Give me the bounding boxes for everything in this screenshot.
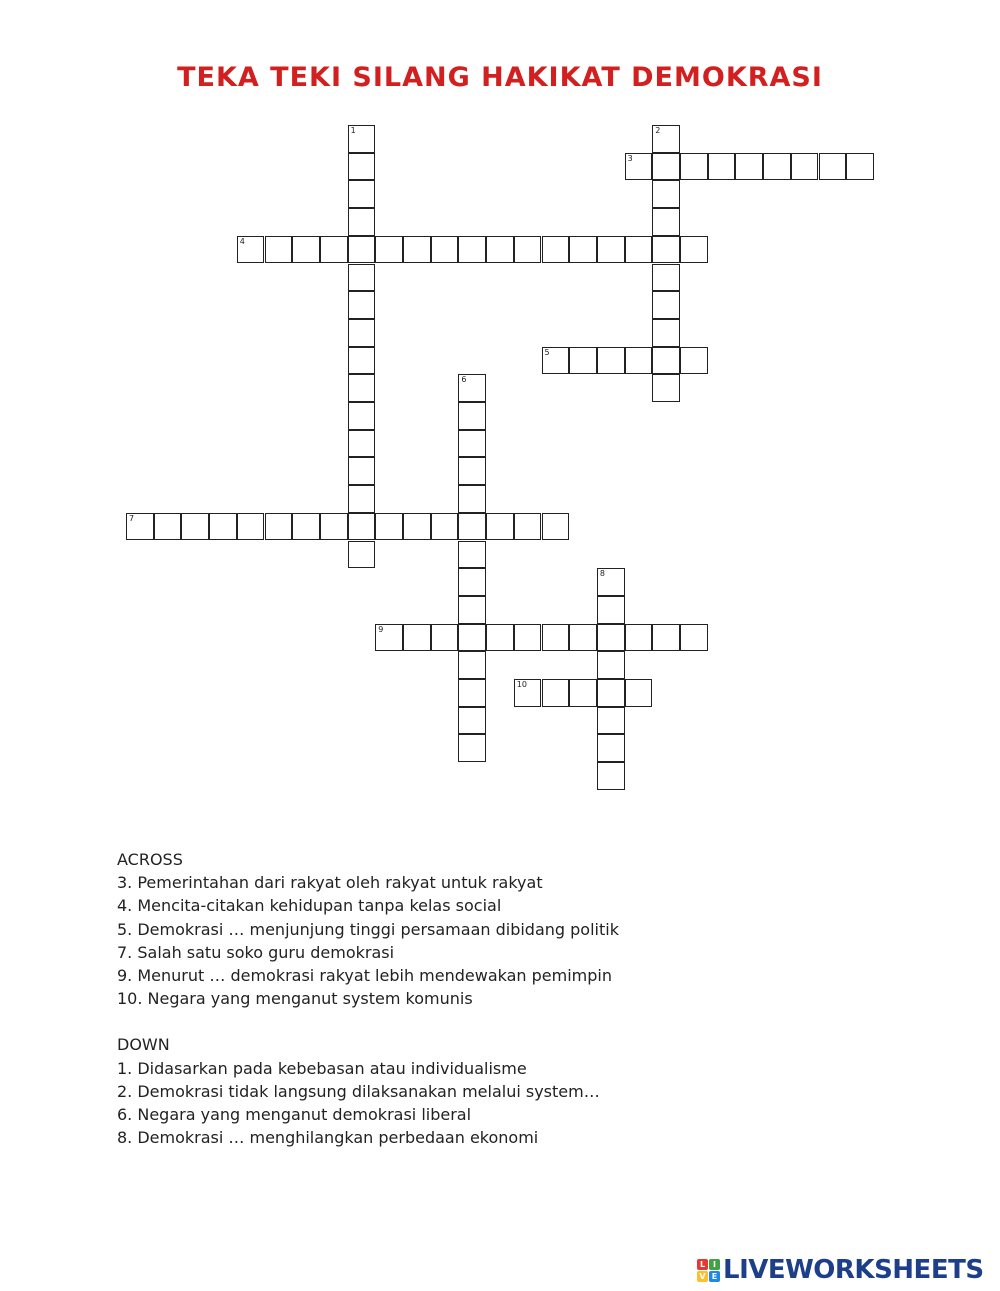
- crossword-cell[interactable]: [597, 679, 625, 707]
- crossword-cell-input[interactable]: [349, 348, 375, 374]
- crossword-cell[interactable]: [348, 125, 376, 153]
- crossword-cell-input[interactable]: [349, 458, 375, 484]
- crossword-cell-input[interactable]: [349, 154, 375, 180]
- crossword-cell[interactable]: [375, 624, 403, 652]
- crossword-cell-input[interactable]: [459, 237, 485, 263]
- crossword-cell-input[interactable]: [349, 431, 375, 457]
- crossword-cell-input[interactable]: [459, 514, 485, 540]
- crossword-cell[interactable]: [652, 208, 680, 236]
- crossword-cell-input[interactable]: [459, 708, 485, 734]
- crossword-cell-input[interactable]: [847, 154, 873, 180]
- crossword-cell[interactable]: [403, 236, 431, 264]
- clue-number: 9: [378, 624, 384, 634]
- crossword-cell-input[interactable]: [459, 597, 485, 623]
- crossword-cell[interactable]: [652, 264, 680, 292]
- crossword-cell-input[interactable]: [653, 209, 679, 235]
- crossword-cell[interactable]: [597, 236, 625, 264]
- liveworksheets-logo: [697, 1254, 984, 1286]
- crossword-cell[interactable]: [652, 180, 680, 208]
- crossword-cell[interactable]: [652, 153, 680, 181]
- crossword-cell-input[interactable]: [459, 680, 485, 706]
- crossword-cell-input[interactable]: [598, 348, 624, 374]
- down-clue: 2. Demokrasi tidak langsung dilaksanakan melalui system…: [117, 1081, 600, 1101]
- clue-number: 8: [599, 569, 605, 579]
- crossword-cell[interactable]: [348, 153, 376, 181]
- crossword-cell[interactable]: [348, 319, 376, 347]
- crossword-cell-input[interactable]: [210, 514, 236, 540]
- across-clue: 10. Negara yang menganut system komunis: [117, 989, 473, 1009]
- crossword-cell-input[interactable]: [349, 181, 375, 207]
- crossword-cell-input[interactable]: [459, 458, 485, 484]
- crossword-cell[interactable]: [265, 513, 293, 541]
- crossword-cell-input[interactable]: [570, 680, 596, 706]
- crossword-cell[interactable]: [569, 347, 597, 375]
- crossword-cell[interactable]: [625, 236, 653, 264]
- crossword-cell[interactable]: [237, 236, 265, 264]
- crossword-cell-input[interactable]: [321, 514, 347, 540]
- clue-number: 7: [129, 513, 135, 523]
- crossword-cell-input[interactable]: [543, 514, 569, 540]
- crossword-cell-input[interactable]: [459, 569, 485, 595]
- crossword-cell[interactable]: [680, 624, 708, 652]
- clue-number: 10: [516, 680, 527, 689]
- clue-number: 2: [655, 126, 661, 135]
- crossword-cell-input[interactable]: [570, 625, 596, 651]
- crossword-cell[interactable]: [735, 153, 763, 181]
- crossword-cell[interactable]: [458, 707, 486, 735]
- crossword-cell[interactable]: [625, 624, 653, 652]
- crossword-cell-input[interactable]: [376, 237, 402, 263]
- crossword-cell[interactable]: [652, 236, 680, 264]
- clues-section: [117, 848, 917, 1149]
- crossword-cell[interactable]: [348, 347, 376, 375]
- crossword-cell[interactable]: [431, 513, 459, 541]
- crossword-cell[interactable]: [458, 651, 486, 679]
- crossword-cell[interactable]: [458, 402, 486, 430]
- down-clue: 6. Negara yang menganut demokrasi liberal: [117, 1105, 472, 1125]
- crossword-cell[interactable]: [458, 596, 486, 624]
- crossword-cell[interactable]: [181, 513, 209, 541]
- crossword-cell[interactable]: [625, 347, 653, 375]
- crossword-cell[interactable]: [597, 624, 625, 652]
- crossword-cell[interactable]: [348, 402, 376, 430]
- liveworksheets-logo-icon: [697, 1259, 720, 1282]
- crossword-cell[interactable]: [680, 153, 708, 181]
- crossword-cell-input[interactable]: [653, 348, 679, 374]
- across-clue: 5. Demokrasi … menjunjung tinggi persamaan dibidang politik: [117, 919, 619, 939]
- crossword-cell[interactable]: [320, 513, 348, 541]
- crossword-cell[interactable]: [542, 236, 570, 264]
- crossword-cell[interactable]: [348, 180, 376, 208]
- crossword-cell-input[interactable]: [432, 237, 458, 263]
- crossword-cell-input[interactable]: [681, 625, 707, 651]
- crossword-cell[interactable]: [514, 513, 542, 541]
- crossword-cell[interactable]: [458, 430, 486, 458]
- crossword-cell-input[interactable]: [349, 126, 375, 152]
- crossword-cell[interactable]: [458, 457, 486, 485]
- clue-number: 5: [544, 347, 550, 357]
- crossword-cell-input[interactable]: [349, 375, 375, 401]
- crossword-cell[interactable]: [597, 347, 625, 375]
- crossword-cell[interactable]: [375, 236, 403, 264]
- crossword-cell[interactable]: [320, 236, 348, 264]
- crossword-cell-input[interactable]: [459, 486, 485, 512]
- crossword-cell-input[interactable]: [653, 237, 679, 263]
- crossword-cell-input[interactable]: [598, 708, 624, 734]
- crossword-cell-input[interactable]: [543, 625, 569, 651]
- crossword-cell-input[interactable]: [515, 237, 541, 263]
- crossword-cell[interactable]: [348, 541, 376, 569]
- crossword-cell-input[interactable]: [404, 514, 430, 540]
- crossword-cell-input[interactable]: [626, 154, 652, 180]
- crossword-cell[interactable]: [348, 513, 376, 541]
- crossword-cell[interactable]: [791, 153, 819, 181]
- crossword-cell-input[interactable]: [266, 514, 292, 540]
- crossword-cell[interactable]: [292, 236, 320, 264]
- crossword-cell[interactable]: [569, 679, 597, 707]
- crossword-cell-input[interactable]: [127, 514, 153, 540]
- crossword-cell[interactable]: [458, 236, 486, 264]
- crossword-cell-input[interactable]: [404, 625, 430, 651]
- crossword-cell[interactable]: [569, 236, 597, 264]
- crossword-cell-input[interactable]: [681, 154, 707, 180]
- crossword-cell-input[interactable]: [459, 431, 485, 457]
- crossword-cell-input[interactable]: [598, 237, 624, 263]
- crossword-cell-input[interactable]: [349, 542, 375, 568]
- crossword-cell-input[interactable]: [238, 514, 264, 540]
- crossword-cell[interactable]: [348, 430, 376, 458]
- crossword-cell-input[interactable]: [321, 237, 347, 263]
- crossword-cell[interactable]: [597, 762, 625, 790]
- page-title: TEKA TEKI SILANG HAKIKAT DEMOKRASI: [177, 62, 823, 93]
- crossword-cell-input[interactable]: [376, 625, 402, 651]
- crossword-cell[interactable]: [597, 568, 625, 596]
- crossword-cell-input[interactable]: [653, 320, 679, 346]
- crossword-cell[interactable]: [458, 513, 486, 541]
- crossword-cell-input[interactable]: [349, 514, 375, 540]
- crossword-cell[interactable]: [542, 624, 570, 652]
- crossword-cell[interactable]: [348, 457, 376, 485]
- crossword-cell-input[interactable]: [515, 625, 541, 651]
- crossword-cell[interactable]: [486, 513, 514, 541]
- crossword-cell[interactable]: [431, 624, 459, 652]
- crossword-cell[interactable]: [652, 125, 680, 153]
- crossword-cell[interactable]: [458, 734, 486, 762]
- crossword-cell[interactable]: [763, 153, 791, 181]
- crossword-cell[interactable]: [625, 153, 653, 181]
- crossword-cell-input[interactable]: [543, 348, 569, 374]
- crossword-cell[interactable]: [348, 236, 376, 264]
- logo-letter-tile: L: [697, 1259, 708, 1270]
- crossword-cell[interactable]: [542, 679, 570, 707]
- across-clue: 3. Pemerintahan dari rakyat oleh rakyat untuk rakyat: [117, 873, 543, 893]
- crossword-cell[interactable]: [348, 208, 376, 236]
- crossword-cell-input[interactable]: [349, 292, 375, 318]
- crossword-cell-input[interactable]: [515, 680, 541, 706]
- crossword-cell[interactable]: [458, 374, 486, 402]
- crossword-cell-input[interactable]: [238, 237, 264, 263]
- crossword-cell-input[interactable]: [376, 514, 402, 540]
- logo-letter-tile: I: [709, 1259, 720, 1270]
- crossword-cell-input[interactable]: [792, 154, 818, 180]
- crossword-cell[interactable]: [597, 734, 625, 762]
- crossword-cell-input[interactable]: [598, 763, 624, 789]
- crossword-cell-input[interactable]: [293, 514, 319, 540]
- crossword-cell-input[interactable]: [598, 597, 624, 623]
- crossword-cell-input[interactable]: [543, 680, 569, 706]
- crossword-cell-input[interactable]: [293, 237, 319, 263]
- crossword-cell-input[interactable]: [432, 514, 458, 540]
- crossword-cell-input[interactable]: [820, 154, 846, 180]
- crossword-cell-input[interactable]: [598, 569, 624, 595]
- crossword-cell-input[interactable]: [459, 625, 485, 651]
- crossword-cell[interactable]: [348, 291, 376, 319]
- crossword-cell[interactable]: [680, 236, 708, 264]
- logo-text: LIVEWORKSHEETS: [723, 1255, 984, 1285]
- crossword-cell-input[interactable]: [266, 237, 292, 263]
- across-clue: 4. Mencita-citakan kehidupan tanpa kelas social: [117, 896, 502, 916]
- clue-number: 4: [239, 236, 245, 246]
- crossword-cell[interactable]: [209, 513, 237, 541]
- crossword-cell-input[interactable]: [487, 625, 513, 651]
- crossword-cell[interactable]: [652, 347, 680, 375]
- crossword-cell[interactable]: [514, 236, 542, 264]
- crossword-cell-input[interactable]: [653, 154, 679, 180]
- crossword-cell[interactable]: [597, 651, 625, 679]
- crossword-cell-input[interactable]: [598, 735, 624, 761]
- crossword-cell-input[interactable]: [487, 237, 513, 263]
- clue-number: 3: [627, 153, 633, 163]
- crossword-cell[interactable]: [569, 624, 597, 652]
- down-clue: 1. Didasarkan pada kebebasan atau individualisme: [117, 1058, 527, 1078]
- crossword-cell-input[interactable]: [459, 652, 485, 678]
- crossword-cell-input[interactable]: [349, 209, 375, 235]
- crossword-cell-input[interactable]: [653, 126, 679, 152]
- crossword-cell-input[interactable]: [570, 348, 596, 374]
- crossword-cell[interactable]: [819, 153, 847, 181]
- crossword-cell[interactable]: [680, 347, 708, 375]
- down-heading: DOWN: [117, 1035, 170, 1055]
- crossword-cell-input[interactable]: [515, 514, 541, 540]
- crossword-cell[interactable]: [348, 264, 376, 292]
- crossword-cell-input[interactable]: [459, 735, 485, 761]
- crossword-cell[interactable]: [375, 513, 403, 541]
- crossword-cell[interactable]: [154, 513, 182, 541]
- crossword-cell[interactable]: [458, 541, 486, 569]
- crossword-cell[interactable]: [431, 236, 459, 264]
- crossword-cell-input[interactable]: [598, 652, 624, 678]
- crossword-cell[interactable]: [126, 513, 154, 541]
- crossword-cell-input[interactable]: [626, 625, 652, 651]
- down-clue: 8. Demokrasi … menghilangkan perbedaan ekonomi: [117, 1128, 539, 1148]
- crossword-cell-input[interactable]: [432, 625, 458, 651]
- crossword-cell-input[interactable]: [598, 625, 624, 651]
- crossword-cell-input[interactable]: [653, 181, 679, 207]
- crossword-cell[interactable]: [458, 624, 486, 652]
- crossword-cell-input[interactable]: [182, 514, 208, 540]
- crossword-cell[interactable]: [292, 513, 320, 541]
- crossword-cell-input[interactable]: [736, 154, 762, 180]
- crossword-cell-input[interactable]: [570, 237, 596, 263]
- crossword-cell[interactable]: [652, 624, 680, 652]
- crossword-cell-input[interactable]: [626, 237, 652, 263]
- crossword-cell-input[interactable]: [626, 348, 652, 374]
- crossword-cell-input[interactable]: [459, 542, 485, 568]
- crossword-cell[interactable]: [597, 707, 625, 735]
- crossword-cell-input[interactable]: [155, 514, 181, 540]
- clue-number: 6: [461, 375, 467, 385]
- crossword-cell-input[interactable]: [349, 320, 375, 346]
- crossword-cell-input[interactable]: [459, 403, 485, 429]
- crossword-cell-input[interactable]: [653, 375, 679, 401]
- crossword-cell[interactable]: [597, 596, 625, 624]
- crossword-cell[interactable]: [237, 513, 265, 541]
- crossword-cell[interactable]: [486, 624, 514, 652]
- logo-letter-tile: E: [709, 1271, 720, 1282]
- crossword-cell-input[interactable]: [681, 237, 707, 263]
- crossword-cell-input[interactable]: [764, 154, 790, 180]
- crossword-cell[interactable]: [458, 485, 486, 513]
- crossword-cell[interactable]: [265, 236, 293, 264]
- across-clue: 7. Salah satu soko guru demokrasi: [117, 942, 395, 962]
- crossword-cell[interactable]: [652, 374, 680, 402]
- crossword-cell[interactable]: [403, 624, 431, 652]
- logo-letter-tile: V: [697, 1271, 708, 1282]
- crossword-cell-input[interactable]: [349, 237, 375, 263]
- crossword-cell-input[interactable]: [681, 348, 707, 374]
- crossword-cell-input[interactable]: [709, 154, 735, 180]
- crossword-cell[interactable]: [708, 153, 736, 181]
- crossword-cell[interactable]: [403, 513, 431, 541]
- crossword-cell-input[interactable]: [626, 680, 652, 706]
- crossword-cell[interactable]: [348, 485, 376, 513]
- crossword-cell[interactable]: [652, 319, 680, 347]
- crossword-cell-input[interactable]: [404, 237, 430, 263]
- crossword-cell[interactable]: [514, 624, 542, 652]
- crossword-cell-input[interactable]: [349, 403, 375, 429]
- crossword-cell-input[interactable]: [349, 265, 375, 291]
- crossword-cell-input[interactable]: [653, 625, 679, 651]
- crossword-cell[interactable]: [458, 679, 486, 707]
- crossword-cell-input[interactable]: [459, 375, 485, 401]
- crossword-cell[interactable]: [458, 568, 486, 596]
- crossword-cell[interactable]: [348, 374, 376, 402]
- crossword-cell[interactable]: [625, 679, 653, 707]
- crossword-cell[interactable]: [652, 291, 680, 319]
- across-heading: ACROSS: [117, 850, 183, 869]
- crossword-cell-input[interactable]: [653, 292, 679, 318]
- clue-number: 1: [350, 126, 356, 135]
- crossword-cell[interactable]: [846, 153, 874, 181]
- crossword-cell[interactable]: [514, 679, 542, 707]
- crossword-cell-input[interactable]: [598, 680, 624, 706]
- crossword-cell-input[interactable]: [653, 265, 679, 291]
- crossword-cell-input[interactable]: [349, 486, 375, 512]
- crossword-cell-input[interactable]: [487, 514, 513, 540]
- across-clue: 9. Menurut … demokrasi rakyat lebih mendewakan pemimpin: [117, 966, 612, 986]
- crossword-cell[interactable]: [542, 347, 570, 375]
- crossword-cell[interactable]: [542, 513, 570, 541]
- crossword-cell-input[interactable]: [543, 237, 569, 263]
- crossword-cell[interactable]: [486, 236, 514, 264]
